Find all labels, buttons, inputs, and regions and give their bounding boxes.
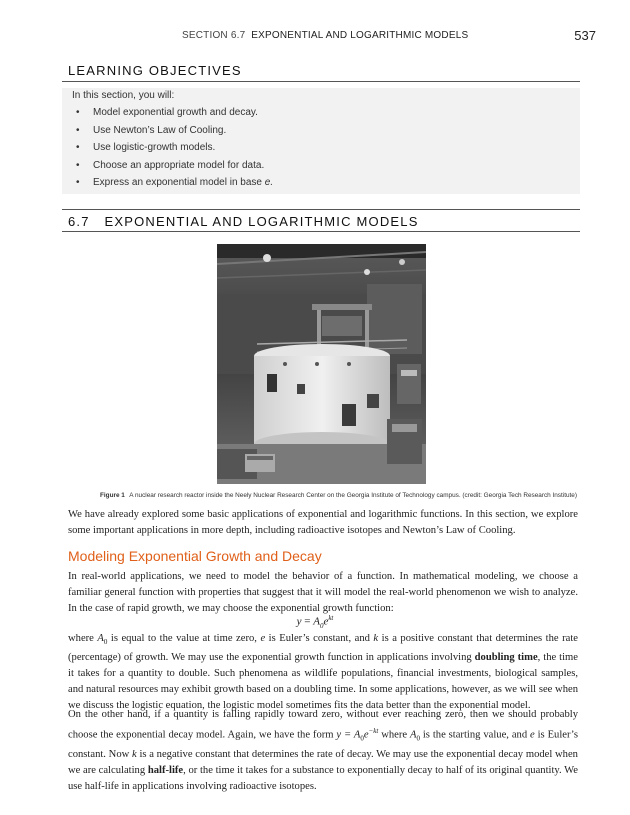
figure-caption: Figure 1 A nuclear research reactor inside the Neely Nuclear Research Center on the Georgia Institute of Technology campus. (credit: Georgia Tech Research Institute) bbox=[100, 492, 577, 499]
section-title: 6.7 EXPONENTIAL AND LOGARITHMIC MODELS bbox=[68, 214, 419, 229]
divider bbox=[62, 231, 580, 232]
learning-objectives-box bbox=[62, 88, 580, 194]
page-number: 537 bbox=[574, 28, 596, 43]
list-item: • Express an exponential model in base e. bbox=[76, 177, 274, 189]
reactor-photo-illustration bbox=[217, 244, 426, 484]
learning-objectives-list bbox=[62, 106, 273, 194]
divider bbox=[62, 81, 580, 82]
list-item: • Use logistic-growth models. bbox=[76, 142, 216, 154]
list-item: • Use Newton’s Law of Cooling. bbox=[76, 124, 227, 136]
running-head bbox=[0, 28, 630, 44]
learning-objectives-intro: In this section, you will: bbox=[72, 90, 175, 101]
subsection-title: Modeling Exponential Growth and Decay bbox=[68, 548, 322, 564]
learning-objectives-title: LEARNING OBJECTIVES bbox=[68, 63, 242, 78]
running-head-section: SECTION 6.7 EXPONENTIAL AND LOGARITHMIC MODELS bbox=[182, 30, 469, 41]
intro-paragraph: We have already explored some basic applications of exponential and logarithmic functions. In this section, we explore some important applications in more depth, including radioactive isotopes and Newton’s Law of Cooling. bbox=[68, 509, 578, 536]
paragraph-2: where $A_0$ is equal to the value at time zero, e is Euler’s constant, and k is a positive constant that determines the rate (percentage) of growth. We may use the exponential growth function in applications involving doubling time, the time it takes for a quantity to double. Such phenomena as wildlife populations, financial investments, biological samples, and natural resources may exhibit growth based on a doubling time. In some applications, however, as we will see when we discuss the logistic equation, the logistic model sometimes fits the data better than the exponential model. bbox=[68, 633, 578, 712]
figure-label: Figure 1 bbox=[100, 492, 125, 499]
paragraph-3: On the other hand, if a quantity is falling rapidly toward zero, without ever reaching zero, then we should probably choose the exponential decay model. Again, we have the form $y = A_0e^{-kt}$ where $A_0$ is the starting value, and e is Euler’s constant. Now k is a negative constant that determines the rate of decay. We may use the exponential decay model when we are calculating half-life, or the time it takes for a substance to exponentially decay to half of its original quantity. We use half-life in applications involving radioactive isotopes. bbox=[68, 709, 578, 792]
growth-formula: $y = A_0e^{kt}$ bbox=[296, 614, 334, 630]
reactor-photo bbox=[217, 244, 426, 484]
paragraph-1: In real-world applications, we need to model the behavior of a function. In mathematical modeling, we choose a familiar general function with properties that suggest that it will model the real-world phenomenon we wish to analyze. In the case of rapid growth, we may choose the exponential growth function: bbox=[68, 571, 578, 614]
list-item: • Model exponential growth and decay. bbox=[76, 107, 258, 118]
list-item: • Choose an appropriate model for data. bbox=[76, 159, 265, 171]
divider bbox=[62, 209, 580, 210]
